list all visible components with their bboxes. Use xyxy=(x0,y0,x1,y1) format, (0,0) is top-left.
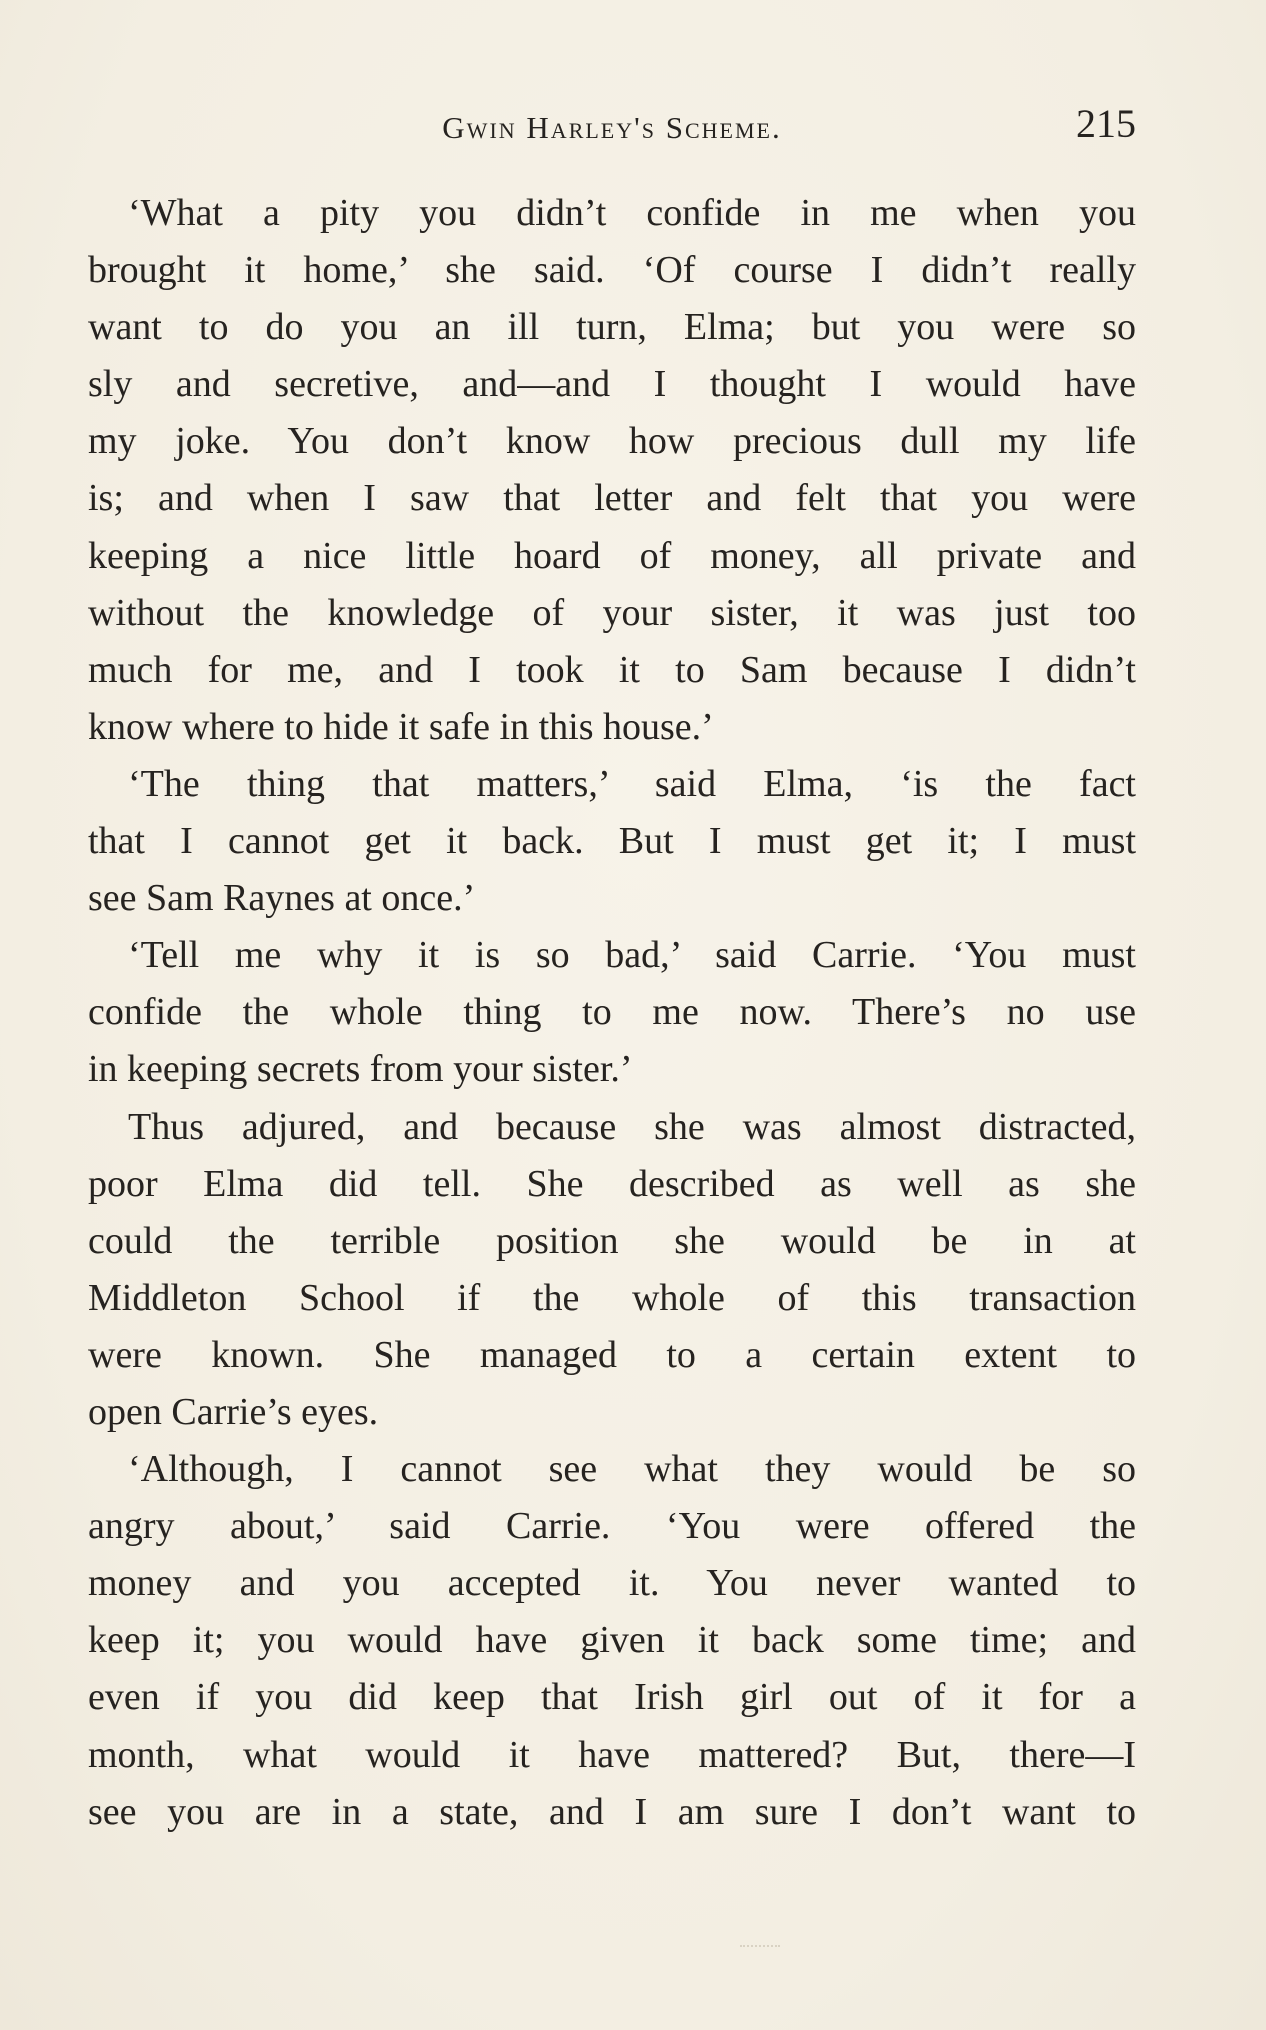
text-line: want to do you an ill turn, Elma; but you were so xyxy=(88,306,1136,349)
text-line: Middleton School if the whole of this transaction xyxy=(88,1276,1136,1319)
text-line: could the terrible position she would be in at xyxy=(88,1219,1136,1262)
running-head xyxy=(88,100,1136,160)
text-line: that I cannot get it back. But I must get it; I must xyxy=(88,820,1136,863)
text-line: keeping a nice little hoard of money, all private and xyxy=(88,534,1136,577)
text-line: ‘Tell me why it is so bad,’ said Carrie. ‘You must xyxy=(128,934,1136,977)
text-line: in keeping secrets from your sister.’ xyxy=(88,1048,633,1091)
text-line: ‘The thing that matters,’ said Elma, ‘is the fact xyxy=(128,762,1136,805)
text-line: Thus adjured, and because she was almost distracted, xyxy=(128,1105,1136,1148)
text-line: without the knowledge of your sister, it was just too xyxy=(88,591,1136,634)
text-line: my joke. You don’t know how precious dull my life xyxy=(88,420,1136,463)
text-line: keep it; you would have given it back some time; and xyxy=(88,1619,1136,1662)
text-line: even if you did keep that Irish girl out of it for a xyxy=(88,1676,1136,1719)
text-line: open Carrie’s eyes. xyxy=(88,1390,379,1433)
text-line: know where to hide it safe in this house.’ xyxy=(88,705,714,748)
text-line: poor Elma did tell. She described as well as she xyxy=(88,1162,1136,1205)
text-line: confide the whole thing to me now. There’s no use xyxy=(88,991,1136,1034)
text-line: were known. She managed to a certain extent to xyxy=(88,1333,1136,1376)
text-line: sly and secretive, and—and I thought I would have xyxy=(88,363,1136,406)
text-line: ‘What a pity you didn’t confide in me when you xyxy=(128,192,1136,234)
text-line: angry about,’ said Carrie. ‘You were offered the xyxy=(88,1505,1136,1548)
text-line: brought it home,’ she said. ‘Of course I didn’t really xyxy=(88,249,1136,292)
body-text xyxy=(88,185,1136,1841)
text-line: see Sam Raynes at once.’ xyxy=(88,877,476,920)
running-title: Gwin Harley's Scheme. xyxy=(442,110,782,145)
paper-speck-mark xyxy=(740,1945,780,1951)
text-line: month, what would it have mattered? But, there—I xyxy=(88,1733,1136,1776)
text-line: see you are in a state, and I am sure I don’t want to xyxy=(88,1790,1136,1833)
text-line: money and you accepted it. You never wanted to xyxy=(88,1562,1136,1605)
text-line: much for me, and I took it to Sam because I didn’t xyxy=(88,648,1136,691)
page-number: 215 xyxy=(1076,101,1136,146)
text-line: ‘Although, I cannot see what they would be so xyxy=(128,1448,1136,1491)
text-line: is; and when I saw that letter and felt that you were xyxy=(88,477,1136,520)
